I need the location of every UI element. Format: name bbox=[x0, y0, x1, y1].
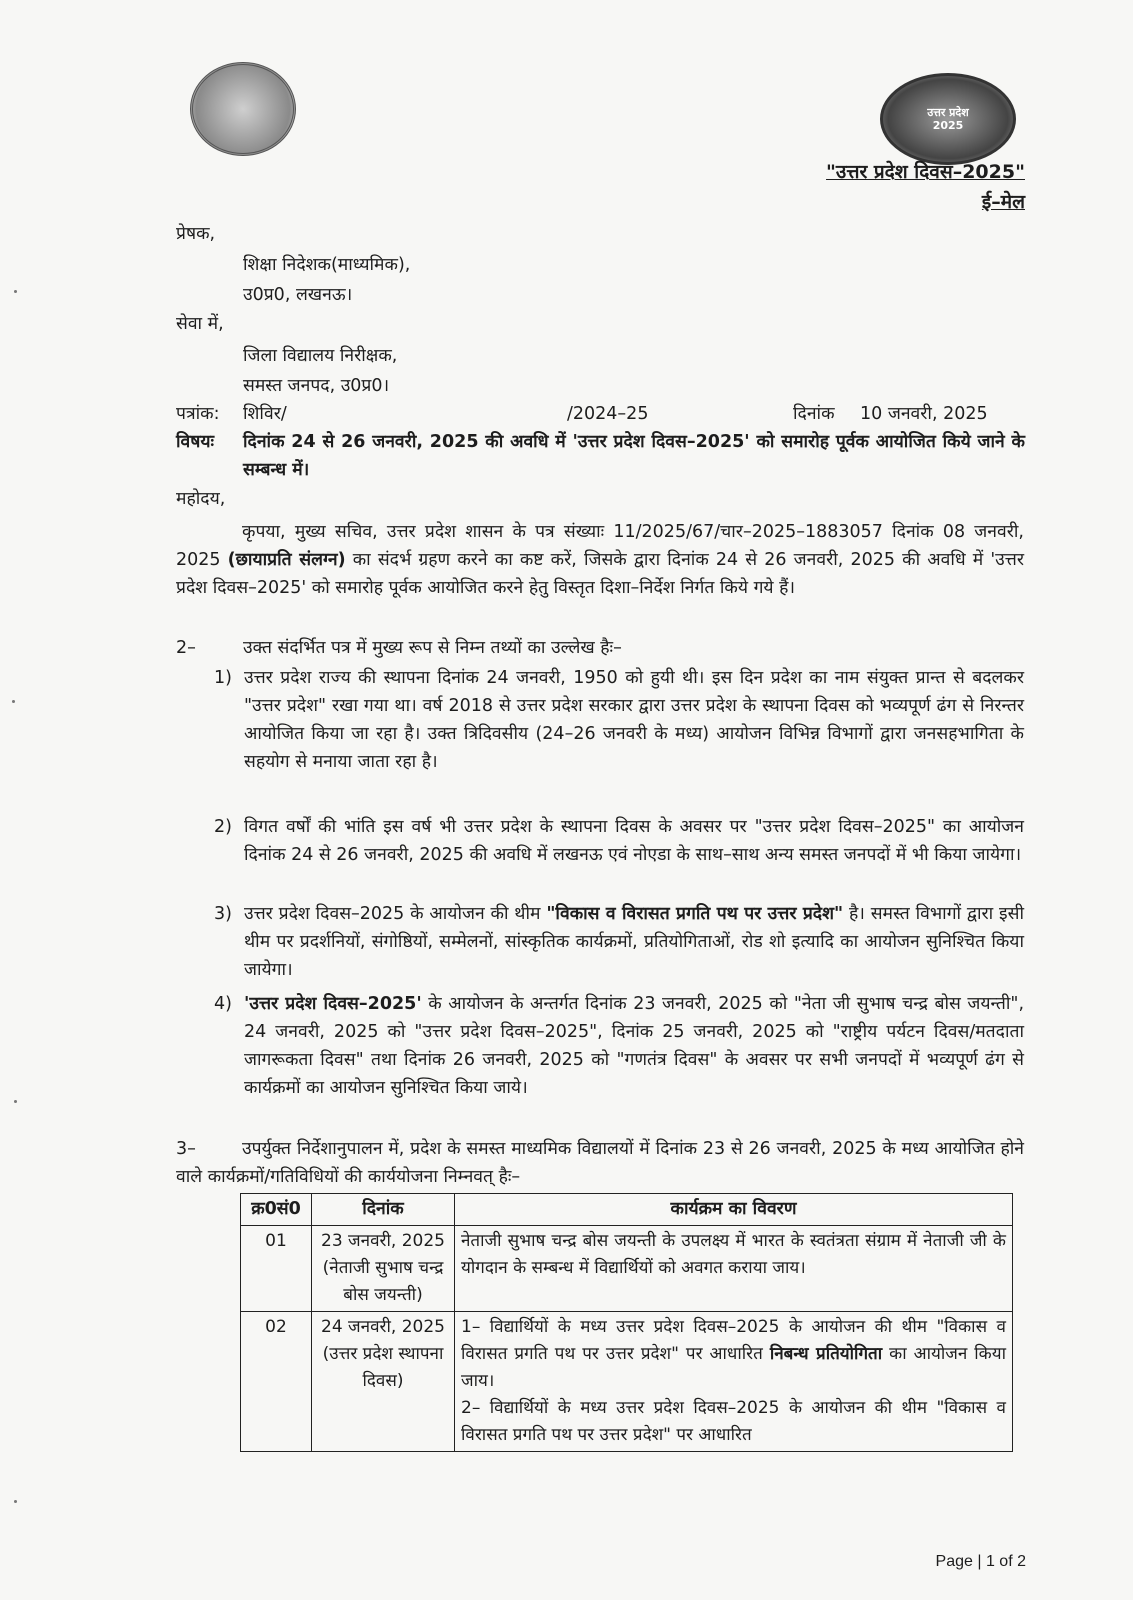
row-2-date: 24 जनवरी, 2025 (उत्तर प्रदेश स्थापना दिवस) bbox=[312, 1312, 455, 1452]
recipient-label: सेवा में, bbox=[176, 314, 224, 334]
row-2-description bbox=[455, 1312, 1013, 1452]
sender-line-2: उ0प्र0, लखनऊ। bbox=[243, 285, 353, 305]
reference-label: पत्रांक: bbox=[176, 404, 220, 424]
page-number: Page | 1 of 2 bbox=[935, 1553, 1026, 1570]
para2-text: उक्त संदर्भित पत्र में मुख्य रूप से निम्न तथ्यों का उल्लेख हैः– bbox=[243, 638, 622, 658]
paragraph-3 bbox=[176, 1135, 1024, 1191]
row-1-description: नेताजी सुभाष चन्द्र बोस जयन्ती के उपलक्ष्य में भारत के स्वतंत्रता संग्राम में नेताजी जी के योगदान के सम्बन्ध में विद्यार्थियों को अवगत कराया जाय। bbox=[455, 1226, 1013, 1312]
recipient-line-1: जिला विद्यालय निरीक्षक, bbox=[243, 346, 398, 366]
point-3-text-b: है। समस्त विभागों द्वारा इसी थीम पर प्रदर्शनियों, संगोष्ठियों, सम्मेलनों, सांस्कृतिक कार्यक्रमों, प्रतियोगिताओं, रोड शो इत्यादि का आयोजन सुनिश्चित किया जायेगा। bbox=[244, 904, 1024, 980]
point-3-number: 3) bbox=[214, 904, 232, 924]
recipient-line-2: समस्त जनपद, उ0प्र0। bbox=[243, 376, 390, 396]
table-header-row bbox=[241, 1194, 1013, 1226]
education-department-seal bbox=[190, 62, 296, 156]
date-label: दिनांक bbox=[793, 404, 835, 424]
logo-text-1: उत्तर प्रदेश bbox=[927, 106, 969, 119]
point-4-event-name: 'उत्तर प्रदेश दिवस–2025' bbox=[244, 994, 422, 1014]
para1-text-b: का संदर्भ ग्रहण करने का कष्ट करें, जिसके द्वारा दिनांक 24 से 26 जनवरी, 2025 की अवधि में 'उत्तर प्रदेश दिवस–2025' को समारोह पूर्वक आयोजित करने हेतु विस्तृत दिशा–निर्देश निर्गत किये गये हैं। bbox=[176, 550, 1024, 598]
header-serial: क्र0सं0 bbox=[241, 1194, 312, 1226]
date-value: 10 जनवरी, 2025 bbox=[860, 404, 988, 424]
reference-year: /2024–25 bbox=[567, 404, 649, 424]
row-2-serial: 02 bbox=[241, 1312, 312, 1452]
para3-text: उपर्युक्त निर्देशानुपालन में, प्रदेश के समस्त माध्यमिक विद्यालयों में दिनांक 23 से 26 जनवरी, 2025 के मध्य आयोजित होने वाले कार्यक्रमों/गतिविधियों की कार्ययोजना निम्नवत् हैः– bbox=[176, 1139, 1024, 1187]
reference-number: शिविर/ bbox=[243, 404, 287, 424]
point-4-number: 4) bbox=[214, 994, 232, 1014]
row-2-item-1-text-a: 1– विद्यार्थियों के मध्य उत्तर प्रदेश दिवस–2025 के आयोजन की थीम "विकास व विरासत प्रगति पथ पर उत्तर प्रदेश" पर आधारित bbox=[461, 1317, 1006, 1364]
table-row bbox=[241, 1226, 1013, 1312]
point-2-number: 2) bbox=[214, 817, 232, 837]
row-1-serial: 01 bbox=[241, 1226, 312, 1312]
header-description: कार्यक्रम का विवरण bbox=[455, 1194, 1013, 1226]
programme-table bbox=[240, 1193, 1013, 1452]
para1-attachment-note: (छायाप्रति संलग्न) bbox=[227, 550, 346, 570]
row-2-essay-competition: निबन्ध प्रतियोगिता bbox=[769, 1344, 883, 1364]
email-label: ई–मेल bbox=[981, 191, 1025, 213]
table-row bbox=[241, 1312, 1013, 1452]
row-1-date: 23 जनवरी, 2025 (नेताजी सुभाष चन्द्र बोस जयन्ती) bbox=[312, 1226, 455, 1312]
sender-line-1: शिक्षा निदेशक(माध्यमिक), bbox=[243, 255, 411, 275]
subject-text: दिनांक 24 से 26 जनवरी, 2025 की अवधि में 'उत्तर प्रदेश दिवस–2025' को समारोह पूर्वक आयोजित किये जाने के सम्बन्ध में। bbox=[243, 432, 1025, 480]
point-4-text: के आयोजन के अन्तर्गत दिनांक 23 जनवरी, 2025 को "नेता जी सुभाष चन्द्र बोस जयन्ती", 24 जनवरी, 2025 को "उत्तर प्रदेश दिवस–2025", दिनांक 25 जनवरी, 2025 को "राष्ट्रीय पर्यटन दिवस/मतदाता जागरूकता दिवस" तथा दिनांक 26 जनवरी, 2025 को "गणतंत्र दिवस" के अवसर पर सभी जनपदों में भव्यपूर्ण ढंग से कार्यक्रमों का आयोजन सुनिश्चित किया जाये। bbox=[244, 994, 1025, 1098]
scan-speck bbox=[14, 1100, 17, 1103]
scan-speck bbox=[12, 700, 15, 703]
point-3 bbox=[214, 900, 1024, 984]
up-diwas-logo bbox=[880, 73, 1016, 165]
logo-text-2: 2025 bbox=[932, 119, 964, 132]
point-1-text: उत्तर प्रदेश राज्य की स्थापना दिनांक 24 जनवरी, 1950 को हुयी थी। इस दिन प्रदेश का नाम संयुक्त प्रान्त से बदलकर "उत्तर प्रदेश" रखा गया था। वर्ष 2018 से उत्तर प्रदेश सरकार द्वारा उत्तर प्रदेश के स्थापना दिवस को भव्यपूर्ण ढंग से निरन्तर आयोजित किया जा रहा है। उक्त त्रिदिवसीय (24–26 जनवरी के मध्य) आयोजन विभिन्न विभागों द्वारा जनसहभागिता के सहयोग से मनाया जाता रहा है। bbox=[244, 668, 1024, 772]
point-2 bbox=[214, 813, 1024, 869]
sender-label: प्रेषक, bbox=[176, 224, 216, 244]
row-2-item-1-text-b: का आयोजन किया जाय। bbox=[461, 1344, 1006, 1391]
point-2-text: विगत वर्षों की भांति इस वर्ष भी उत्तर प्रदेश के स्थापना दिवस के अवसर पर "उत्तर प्रदेश दिवस–2025" का आयोजन दिनांक 24 से 26 जनवरी, 2025 की अवधि में लखनऊ एवं नोएडा के साथ–साथ अन्य समस्त जनपदों में भी किया जायेगा। bbox=[244, 817, 1024, 865]
point-3-text-a: उत्तर प्रदेश दिवस–2025 के आयोजन की थीम bbox=[244, 904, 547, 924]
header-date: दिनांक bbox=[312, 1194, 455, 1226]
salutation: महोदय, bbox=[176, 489, 226, 509]
para2-number: 2– bbox=[176, 638, 196, 658]
row-2-item-2: 2– विद्यार्थियों के मध्य उत्तर प्रदेश दिवस–2025 के आयोजन की थीम "विकास व विरासत प्रगति पथ पर उत्तर प्रदेश" पर आधारित bbox=[461, 1398, 1006, 1445]
document-title: "उत्तर प्रदेश दिवस–2025" bbox=[826, 161, 1025, 183]
point-4 bbox=[214, 990, 1025, 1102]
paragraph-1 bbox=[176, 518, 1024, 602]
point-3-theme: "विकास व विरासत प्रगति पथ पर उत्तर प्रदेश" bbox=[546, 904, 844, 924]
para3-number: 3– bbox=[176, 1139, 196, 1159]
point-1-number: 1) bbox=[214, 668, 232, 688]
para1-text-a: कृपया, मुख्य सचिव, उत्तर प्रदेश शासन के पत्र संख्याः 11/2025/67/चार–2025–1883057 दिनांक 08 जनवरी, 2025 bbox=[176, 522, 1024, 570]
point-1 bbox=[214, 664, 1024, 776]
subject-label: विषयः bbox=[176, 432, 215, 452]
row-2-item-1 bbox=[461, 1314, 1006, 1395]
scan-speck bbox=[14, 1500, 17, 1503]
scan-speck bbox=[14, 290, 17, 293]
